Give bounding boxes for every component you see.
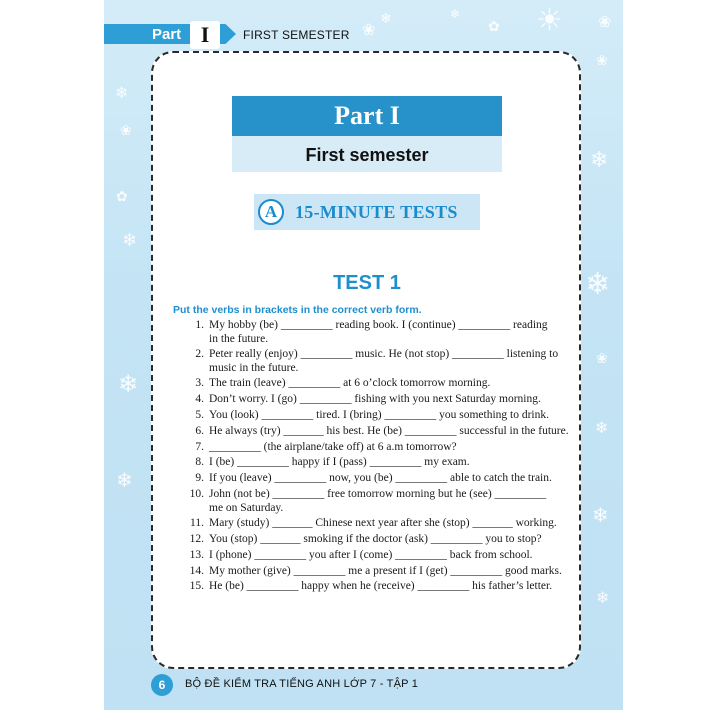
page-subtitle: First semester: [232, 136, 502, 172]
question-number: 12.: [189, 533, 204, 545]
butterfly-icon: ✿: [116, 189, 128, 205]
leaf-icon: ❀: [596, 53, 608, 69]
question-number: 11.: [190, 517, 204, 530]
snowflake-icon: ❄: [592, 503, 609, 527]
question-number: 9.: [195, 472, 204, 485]
question-text: I (phone) _________ you after I (come) _________ back from school.: [209, 548, 533, 561]
test-instruction: Put the verbs in brackets in the correct verb form.: [173, 304, 422, 316]
question-number: 3.: [195, 377, 204, 390]
question-number: 5.: [195, 409, 204, 421]
snowflake-icon: ❄: [116, 468, 133, 492]
letter-a-icon: A: [258, 199, 284, 225]
question-text: _________ (the airplane/take off) at 6 a.m tomorrow?: [209, 440, 457, 453]
question-number: 10.: [189, 488, 204, 500]
question-number: 13.: [189, 548, 204, 561]
question-number: 6.: [195, 424, 204, 437]
question-text: I (be) _________ happy if I (pass) _________ my exam.: [209, 456, 470, 469]
question-number: 8.: [195, 456, 204, 469]
part-subtitle: FIRST SEMESTER: [243, 28, 350, 42]
snowflake-icon: ❄: [450, 7, 461, 21]
question-number: 4.: [195, 393, 204, 406]
snowflake-icon: ❄: [595, 418, 609, 437]
leaf-icon: ❀: [120, 123, 132, 139]
question-text: If you (leave) _________ now, you (be) _________ able to catch the train.: [209, 472, 552, 485]
sun-icon: ☀: [536, 3, 563, 38]
question-text: The train (leave) _________ at 6 o’clock tomorrow morning.: [209, 377, 491, 390]
book-title: BỘ ĐỀ KIỂM TRA TIẾNG ANH LỚP 7 - TẬP 1: [185, 678, 419, 690]
leaf-icon: ❀: [598, 12, 612, 31]
question-text: music in the future.: [209, 361, 299, 374]
page-number: 6: [151, 674, 173, 696]
snowflake-icon: ❄: [115, 83, 129, 102]
question-number: 15.: [189, 580, 204, 593]
part-word: Part: [152, 26, 182, 43]
section-label: 15-MINUTE TESTS: [295, 202, 458, 222]
snowflake-icon: ❄: [596, 588, 610, 607]
question-text: Peter really (enjoy) _________ music. He (not stop) _________ listening to: [209, 348, 559, 361]
snowflake-icon: ❄: [118, 370, 139, 398]
leaf-icon: ❀: [362, 20, 376, 39]
question-number: 7.: [195, 440, 204, 453]
snowflake-icon: ❄: [380, 11, 392, 27]
test-title: TEST 1: [333, 272, 401, 294]
page-title: Part I: [232, 96, 502, 136]
snowflake-icon: ❄: [585, 267, 611, 302]
question-text: You (look) _________ tired. I (bring) _________ you something to drink.: [209, 409, 549, 421]
question-number: 14.: [189, 564, 204, 577]
leaf-icon: ❀: [596, 351, 608, 367]
snowflake-icon: ❄: [122, 230, 138, 251]
question-text: Mary (study) _______ Chinese next year after she (stop) _______ working.: [209, 517, 557, 530]
question-text: in the future.: [209, 332, 269, 345]
question-text: He (be) _________ happy when he (receive) _________ his father’s letter.: [209, 580, 553, 593]
question-text: My mother (give) _________ me a present if I (get) _________ good marks.: [209, 564, 562, 577]
butterfly-icon: ✿: [488, 19, 500, 35]
question-text: Don’t worry. I (go) _________ fishing with you next Saturday morning.: [209, 393, 541, 406]
question-number: 2.: [195, 348, 204, 361]
snowflake-icon: ❄: [590, 148, 609, 173]
question-text: John (not be) _________ free tomorrow morning but he (see) _________: [209, 488, 547, 500]
question-text: me on Saturday.: [209, 501, 284, 514]
question-text: You (stop) _______ smoking if the doctor (ask) _________ you to stop?: [209, 533, 542, 545]
question-text: He always (try) _______ his best. He (be) _________ successful in the future.: [209, 424, 569, 437]
part-numeral: I: [190, 21, 220, 49]
question-number: 1.: [195, 319, 204, 331]
question-text: My hobby (be) _________ reading book. I (continue) _________ reading: [209, 319, 548, 331]
